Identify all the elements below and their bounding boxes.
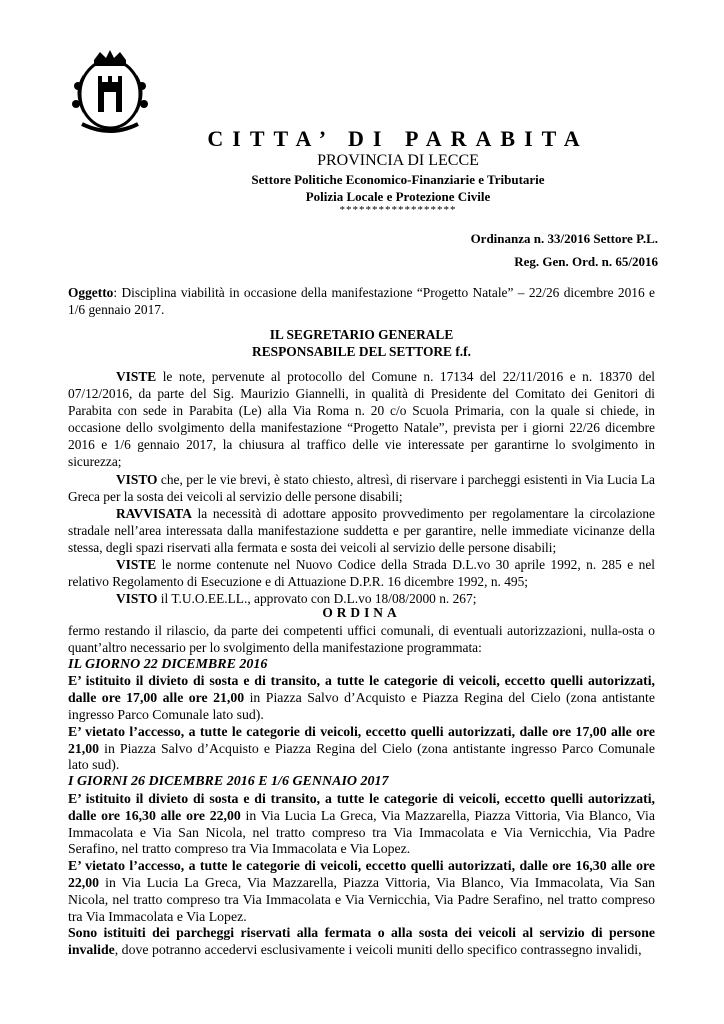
day1-access-ban-text: in Piazza Salvo d’Acquisto e Piazza Regina del Cielo (zona antistante ingresso Parco Comunale lato sud). — [68, 740, 655, 773]
day1-parking-ban — [68, 673, 655, 723]
ordina-section — [68, 623, 655, 959]
day1-parking-ban-bold: E’ istituito il divieto di sosta e di transito, a tutte le categorie di veicoli, eccetto quelli autorizzati, dalle ore 17,00 alle ore 21,00 — [68, 673, 655, 706]
day2-access-ban-bold: E’ vietato l’accesso, a tutte le categorie di veicoli, eccetto quelli autorizzati, dalle ore 16,30 alle ore 22,00 — [68, 858, 655, 890]
premise-text: le note, pervenute al protocollo del Comune n. 17134 del 22/11/2016 e n. 18370 del 07/12/2016, da parte del Sig. Maurizio Giannelli, in qualità di Presidente del Comitato dei Genitori di Parabita con sede in Parabita (Le) alla Via Roma n. 20 c/o Scuola Primaria, con la quale si chiede, in occasione dello svolgimento della manifestazione “Progetto Natale”, prevista per i giorni 22/26 dicembre 2016 e 1/6 gennaio 2017, la chiusura al traffico delle vie interessate per garantirne lo svolgimento in sicurezza; — [68, 369, 655, 470]
day1-access-ban — [68, 724, 655, 774]
premise-paragraph — [68, 556, 655, 590]
subject-paragraph — [68, 284, 655, 318]
premise-paragraph — [68, 368, 655, 471]
day1-parking-ban-text: in Piazza Salvo d’Acquisto e Piazza Regina del Cielo (zona antistante ingresso Parco Comunale lato sud). — [68, 690, 655, 722]
ordinance-number: Ordinanza n. 33/2016 Settore P.L. — [470, 231, 658, 246]
premise-text: che, per le vie brevi, è stato chiesto, altresì, di riservare i parcheggi esistenti in Via Lucia La Greca per la sosta dei veicoli al servizio delle persone disabili; — [68, 471, 655, 504]
day2-heading: I GIORNI 26 DICEMBRE 2016 E 1/6 GENNAIO 2017 — [68, 774, 389, 790]
subject-label: Oggetto — [68, 285, 114, 300]
day2-access-ban-text: in Via Lucia La Greca, Via Mazzarella, Piazza Vittoria, Via Blanco, Via Immacolata, Via San Nicola, nel tratto compreso tra Via Immacolata e Via Vernicchia, Via Padre Serafino, nel tratto compreso tra Via Immacolata e Via Lopez. — [68, 874, 655, 924]
day1-heading: IL GIORNO 22 DICEMBRE 2016 — [68, 656, 268, 672]
day2-parking-ban — [68, 791, 655, 858]
day1-access-ban-bold: E’ vietato l’accesso, a tutte le categorie di veicoli, eccetto quelli autorizzati, dalle ore 17,00 alle ore 21,00 — [68, 723, 655, 756]
disabled-parking-bold: Sono istituiti dei parcheggi riservati alla fermata o alla sosta dei veicoli al servizio di persone invalide — [68, 925, 655, 958]
ordina-heading: ORDINA — [322, 605, 401, 620]
premise-paragraph — [68, 505, 655, 556]
day2-parking-ban-bold: E’ istituito il divieto di sosta e di transito, a tutte le categorie di veicoli, eccetto quelli autorizzati, dalle ore 16,30 alle ore 22,00 — [68, 790, 655, 823]
premise-lead: RAVVISATA — [116, 505, 192, 521]
authority-heading — [68, 326, 655, 360]
municipal-crest-icon — [64, 46, 156, 138]
separator-stars: ****************** — [339, 204, 457, 216]
disabled-parking — [68, 925, 655, 959]
premise-text: le norme contenute nel Nuovo Codice della Strada D.L.vo 30 aprile 1992, n. 285 e nel relativo Regolamento di Esecuzione e di Attuazione D.P.R. 16 dicembre 1992, n. 495; — [68, 557, 655, 590]
premises-section — [68, 368, 655, 607]
authority-line-2: RESPONSABILE DEL SETTORE f.f. — [252, 344, 471, 359]
premise-text: la necessità di adottare apposito provvedimento per regolamentare la circolazione stradale nell’area interessata dalla manifestazione suddetta e per garantire, nelle immediate vicinanze della stessa, degli spazi riservati alla fermata e sosta dei veicoli al servizio delle persone disabili; — [68, 505, 655, 555]
premise-lead: VISTE — [116, 557, 157, 573]
day2-parking-ban-text: in Via Lucia La Greca, Via Mazzarella, Piazza Vittoria, Via Blanco, Via Immacolata e Via San Nicola, nel tratto compreso tra Via Immacolata e Via Vernicchia, Via Padre Serafino, nel tratto compreso tra Via Immacolata e Via Lopez. — [68, 807, 655, 857]
premise-text: il T.U.O.EE.LL., approvato con D.L.vo 18/08/2000 n. 267; — [157, 591, 477, 607]
province-name: PROVINCIA DI LECCE — [317, 152, 479, 169]
premise-lead: VISTO — [116, 591, 158, 607]
register-number: Reg. Gen. Ord. n. 65/2016 — [514, 254, 658, 269]
city-name: CITTA’ DI PARABITA — [207, 126, 589, 151]
premise-paragraph — [68, 471, 655, 505]
subject-text: : Disciplina viabilità in occasione della manifestazione “Progetto Natale” – 22/26 dicembre 2016 e 1/6 gennaio 2017. — [68, 285, 655, 318]
disabled-parking-text: , dove potranno accedervi esclusivamente i veicoli muniti dello specifico contrassegno invalidi, — [114, 942, 642, 958]
department-name: Settore Politiche Economico-Finanziarie e Tributarie — [251, 172, 545, 187]
day2-access-ban — [68, 858, 655, 925]
premise-lead: VISTE — [116, 369, 157, 384]
police-department: Polizia Locale e Protezione Civile — [305, 189, 491, 204]
premise-lead: VISTO — [116, 471, 158, 487]
authority-line-1: IL SEGRETARIO GENERALE — [269, 327, 454, 342]
ordina-intro: fermo restando il rilascio, da parte dei competenti uffici comunali, di eventuali autorizzazioni, nulla-osta o quant’altro necessario per lo svolgimento della manifestazione programmata: — [68, 623, 655, 655]
